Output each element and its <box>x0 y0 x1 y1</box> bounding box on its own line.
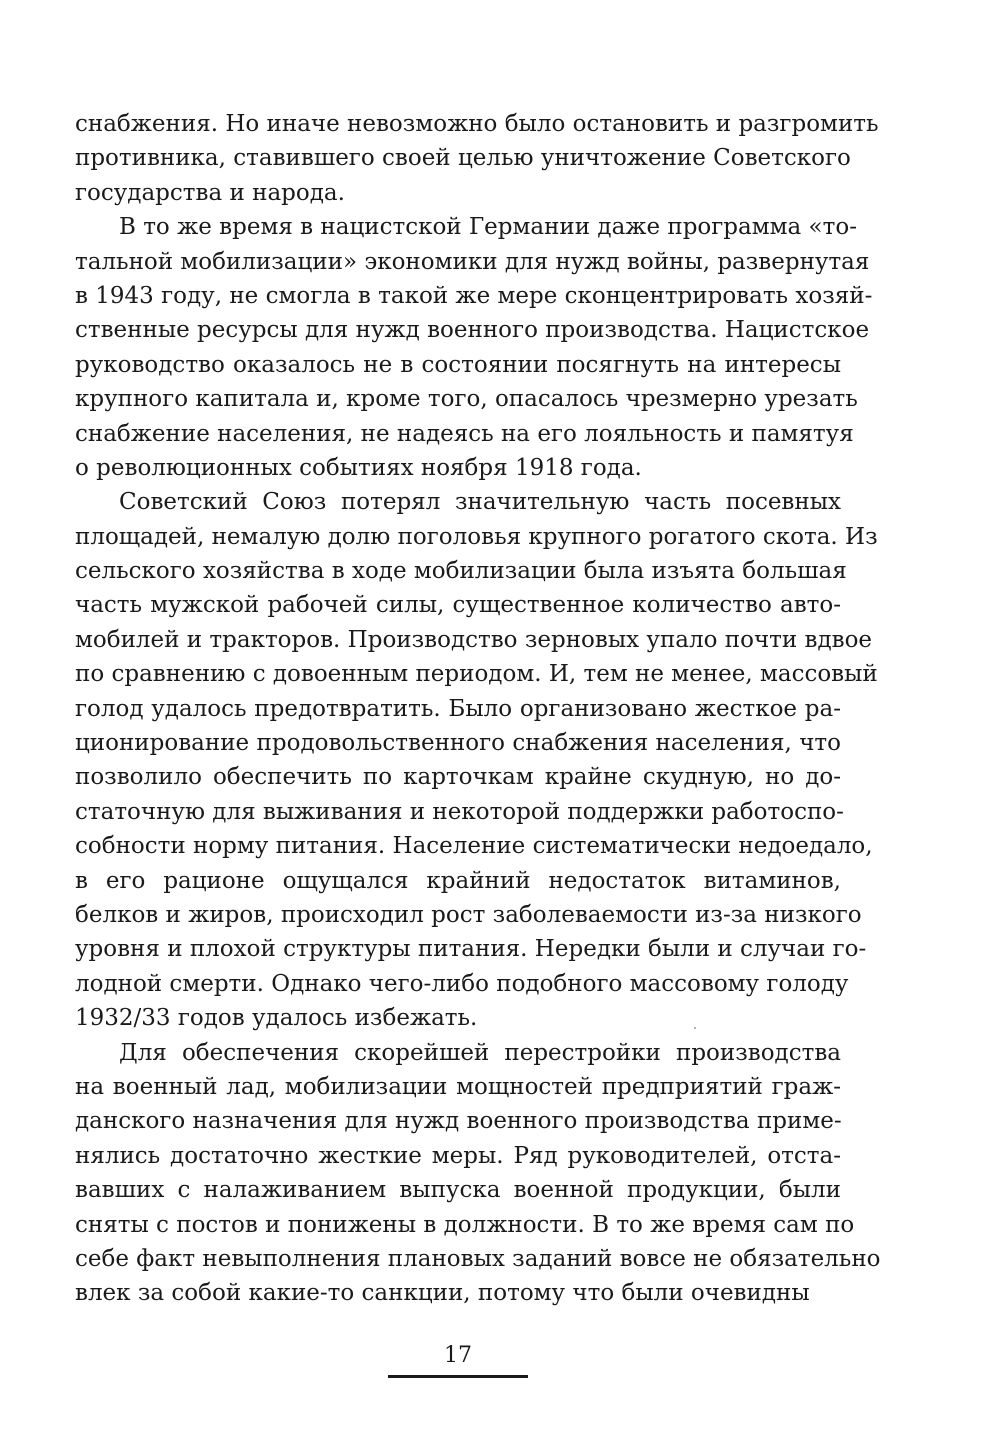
page-number-rule <box>388 1375 528 1378</box>
text-line: в его рационе ощущался крайний недостаток витаминов, <box>75 867 841 894</box>
text-line: о революционных событиях ноября 1918 года. <box>75 454 642 481</box>
text-line: мобилей и тракторов. Производство зерновых упало почти вдвое <box>75 626 873 653</box>
paragraph <box>75 210 873 485</box>
text-line: снабжения. Но иначе невозможно было остановить и разгромить <box>75 111 879 137</box>
text-line: тальной мобилизации» экономики для нужд войны, развернутая <box>75 248 870 275</box>
paragraph <box>75 485 878 1035</box>
text-line: ционирование продовольственного снабжения населения, что <box>75 730 841 757</box>
text-line: ственные ресурсы для нужд военного производства. Нацистское <box>75 317 870 344</box>
text-line: позволило обеспечить по карточкам крайне скудную, но до- <box>75 764 841 791</box>
text-line: Для обеспечения скорейшей перестройки производства <box>119 1039 841 1066</box>
text-line: Советский Союз потерял значительную часть посевных <box>119 489 841 516</box>
text-line: статочную для выживания и некоторой поддержки работоспо- <box>75 798 844 825</box>
text-line: вавших с налаживанием выпуска военной продукции, были <box>75 1177 841 1204</box>
text-line: государства и народа. <box>75 179 345 206</box>
text-line: сельского хозяйства в ходе мобилизации была изъята большая <box>75 558 847 585</box>
paragraph <box>75 1036 881 1311</box>
text-line: сняты с постов и понижены в должности. В то же время сам по <box>75 1211 855 1238</box>
body-text <box>75 107 881 1311</box>
page-number: 17 <box>444 1343 472 1368</box>
text-line: крупного капитала и, кроме того, опасалось чрезмерно урезать <box>75 386 858 413</box>
text-line: в 1943 году, не смогла в такой же мере сконцентрировать хозяй- <box>75 282 873 309</box>
text-line: уровня и плохой структуры питания. Нередки были и случаи го- <box>75 936 867 963</box>
text-line: нялись достаточно жесткие меры. Ряд руководителей, отста- <box>75 1142 841 1169</box>
text-line: белков и жиров, происходил рост заболеваемости из-за низкого <box>75 901 862 928</box>
text-line: влек за собой какие-то санкции, потому что были очевидны <box>75 1280 810 1307</box>
print-speck <box>694 1027 696 1029</box>
text-line: противника, ставившего своей целью уничтожение Советского <box>75 145 851 172</box>
text-line: 1932/33 годов удалось избежать. <box>75 1005 478 1032</box>
text-line: на военный лад, мобилизации мощностей предприятий граж- <box>75 1073 841 1100</box>
text-line: собности норму питания. Население систематически недоедало, <box>75 833 873 860</box>
text-line: данского назначения для нужд военного производства приме- <box>75 1108 842 1135</box>
text-line: В то же время в нацистской Германии даже программа «то- <box>119 214 857 241</box>
text-line: лодной смерти. Однако чего-либо подобного массовому голоду <box>75 970 849 997</box>
text-line: по сравнению с довоенным периодом. И, тем не менее, массовый <box>75 661 878 688</box>
paragraph <box>75 107 879 210</box>
text-line: себе факт невыполнения плановых заданий вовсе не обязательно <box>75 1245 881 1272</box>
text-line: руководство оказалось не в состоянии посягнуть на интересы <box>75 351 841 378</box>
text-line: голод удалось предотвратить. Было организовано жесткое ра- <box>75 695 841 722</box>
text-line: часть мужской рабочей силы, существенное количество авто- <box>75 592 841 619</box>
text-line: снабжение населения, не надеясь на его лояльность и памятуя <box>75 420 854 447</box>
text-line: площадей, немалую долю поголовья крупного рогатого скота. Из <box>75 523 878 550</box>
